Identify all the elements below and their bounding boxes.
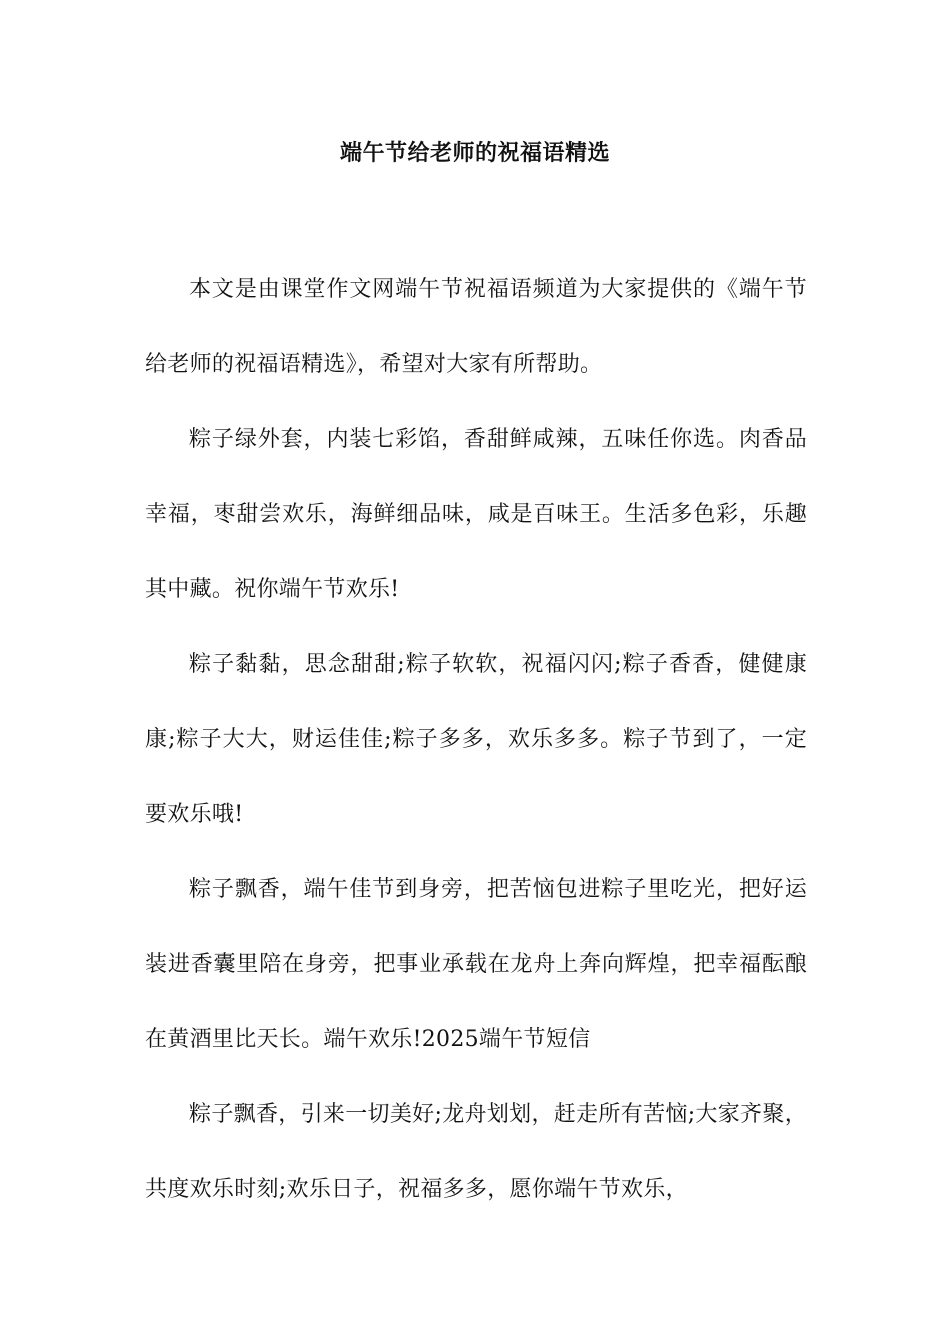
document-title: 端午节给老师的祝福语精选 (339, 140, 610, 166)
paragraph-greeting-1: 粽子绿外套，内装七彩馅，香甜鲜咸辣，五味任你选。肉香品幸福，枣甜尝欢乐，海鲜细品味，咸是百味王。生活多色彩，乐趣其中藏。祝你端午节欢乐! (145, 427, 807, 602)
paragraph-greeting-2: 粽子黏黏，思念甜甜;粽子软软，祝福闪闪;粽子香香，健健康康;粽子大大，财运佳佳;粽子多多，欢乐多多。粽子节到了，一定要欢乐哦! (145, 652, 807, 827)
document-body (145, 252, 807, 1227)
paragraph-intro: 本文是由课堂作文网端午节祝福语频道为大家提供的《端午节给老师的祝福语精选》，希望对大家有所帮助。 (145, 277, 807, 377)
paragraph-greeting-4: 粽子飘香，引来一切美好;龙舟划划，赶走所有苦恼;大家齐聚，共度欢乐时刻;欢乐日子，祝福多多，愿你端午节欢乐， (145, 1102, 807, 1202)
paragraph-greeting-3: 粽子飘香，端午佳节到身旁，把苦恼包进粽子里吃光，把好运装进香囊里陪在身旁，把事业承载在龙舟上奔向辉煌，把幸福酝酿在黄酒里比天长。端午欢乐!2025端午节短信 (145, 877, 807, 1052)
